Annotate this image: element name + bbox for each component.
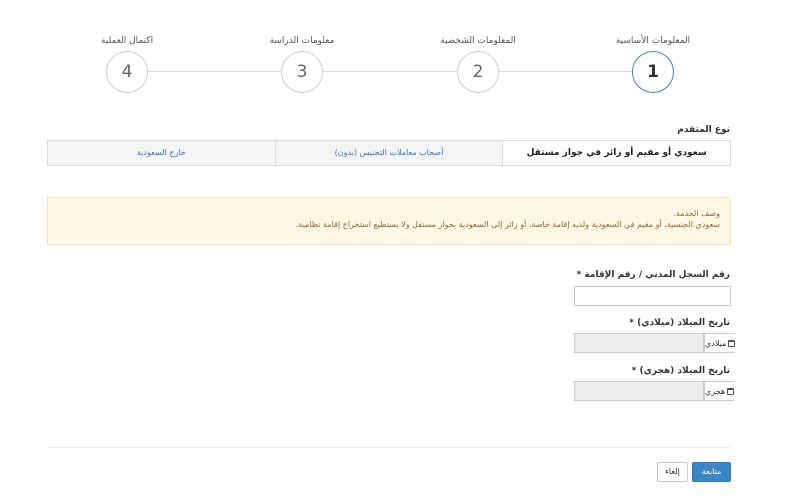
form-divider — [47, 447, 731, 448]
applicant-type-saudi-resident[interactable]: سعودي أو مقيم أو زائر في جواز مستقل — [502, 141, 730, 165]
service-description-alert — [47, 197, 731, 245]
dob-hijri-picker-label: هجري — [705, 386, 726, 396]
step-number: 3 — [281, 51, 323, 93]
step-number: 1 — [632, 51, 674, 93]
dob-gregorian-picker-button[interactable] — [704, 333, 735, 353]
id-number-input[interactable] — [574, 286, 731, 306]
dob-hijri-input[interactable] — [574, 381, 704, 401]
dob-gregorian-input[interactable] — [574, 333, 704, 353]
calendar-icon — [728, 340, 735, 347]
dob-hijri-picker-button[interactable] — [704, 381, 734, 401]
step-study-info[interactable] — [237, 34, 367, 104]
dob-hijri-group — [574, 381, 731, 401]
applicant-type-outside-saudi[interactable]: خارج السعودية — [48, 141, 275, 165]
applicant-type-tabs — [47, 140, 731, 166]
step-personal-info[interactable] — [413, 34, 543, 104]
dob-gregorian-group — [574, 333, 731, 353]
step-basic-info[interactable] — [588, 34, 718, 104]
step-label: المعلومات الشخصية — [440, 36, 516, 46]
applicant-type-naturalization[interactable]: أصحاب معاملات التجنيس (بدون) — [275, 141, 503, 165]
step-label: اكتمال العملية — [100, 36, 154, 46]
steps-connector-line — [135, 71, 654, 72]
step-label: المعلومات الأساسية — [615, 36, 691, 46]
step-number: 4 — [106, 51, 148, 93]
step-label: معلومات الدراسة — [269, 36, 335, 46]
step-completion[interactable] — [62, 34, 192, 104]
id-number-label: رقم السجل المدني / رقم الإقامة * — [576, 270, 730, 280]
dob-gregorian-picker-label: ميلادي — [705, 338, 727, 348]
dob-gregorian-label: تاريخ الميلاد (ميلادي) * — [629, 318, 730, 328]
step-number: 2 — [457, 51, 499, 93]
next-button[interactable]: متابعة — [692, 462, 731, 482]
applicant-type-title: نوع المتقدم — [677, 125, 730, 135]
wizard-steps — [0, 0, 800, 110]
calendar-icon — [727, 388, 734, 395]
dob-hijri-label: تاريخ الميلاد (هجري) * — [631, 366, 730, 376]
cancel-button[interactable]: إلغاء — [657, 462, 688, 482]
service-description-text: سعودي الجنسية، أو مقيم في السعودية ولديه إقامة خاصة، أو زائر إلى السعودية بجواز مستقل ولا يستطيع استخراج إقامة نظامية. — [295, 220, 720, 229]
service-description-title: وصف الخدمة. — [673, 209, 720, 218]
